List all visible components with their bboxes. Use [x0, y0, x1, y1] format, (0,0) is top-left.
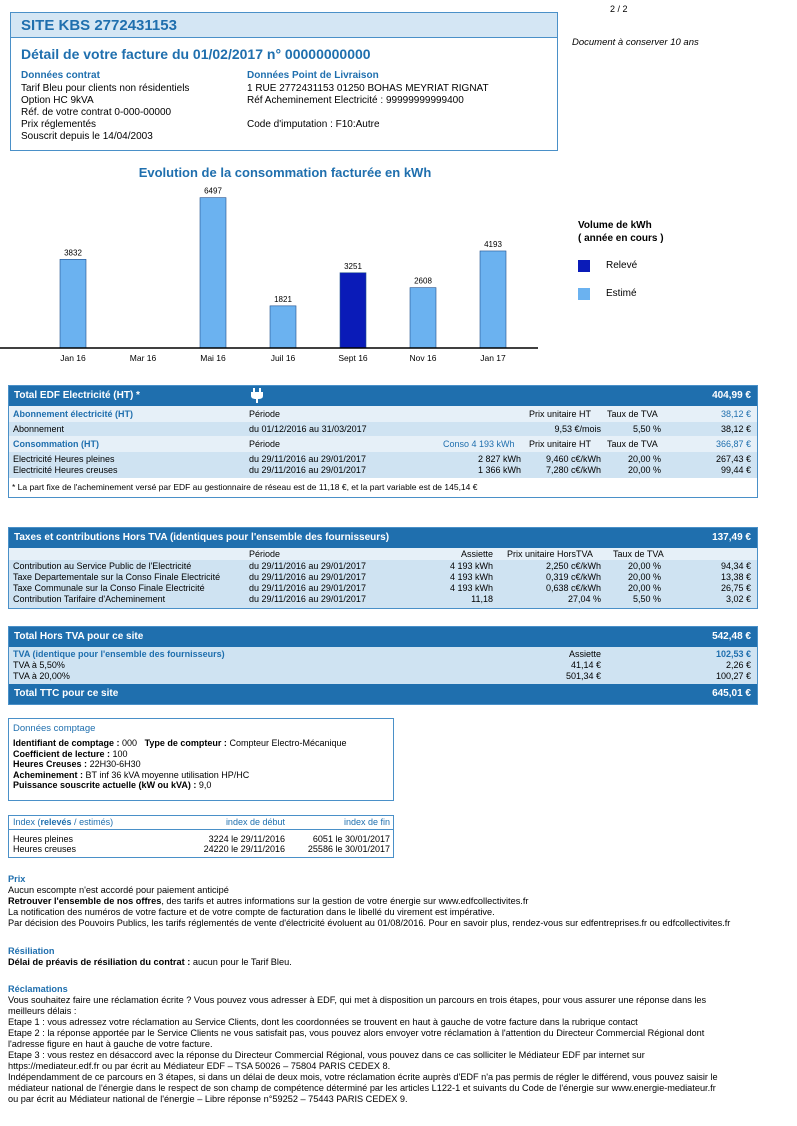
- hc-label: Heures Creuses :: [13, 759, 88, 769]
- row-tva: 20,00 %: [627, 583, 661, 593]
- row-qty: 2 827 kWh: [477, 454, 521, 464]
- site-title-bar: [11, 13, 557, 38]
- taxes-table: [8, 527, 758, 609]
- legend-title-line: Volume de kWh: [578, 220, 652, 231]
- total-ttc-label: Total TTC pour ce site: [14, 688, 119, 699]
- abonnement-row: [9, 422, 757, 436]
- totals-table: [8, 626, 758, 705]
- chart-bar: [340, 273, 366, 348]
- total-edf-amount: 404,99 €: [712, 390, 751, 401]
- index-title-pre: Index (: [13, 817, 41, 827]
- comptage-lines: [13, 738, 347, 791]
- index-title: [13, 817, 113, 827]
- comptage-title: Données comptage: [13, 723, 96, 734]
- reclamations-line: meilleurs délais :: [8, 1006, 77, 1016]
- row-assiette: 4 193 kWh: [449, 561, 493, 571]
- delivery-line: Réf Acheminement Electricité : 99999999999400: [247, 95, 464, 106]
- x-tick-label: Nov 16: [409, 353, 437, 363]
- prix-line: [8, 896, 788, 907]
- table-row: [9, 454, 757, 465]
- consommation-label: Consommation (HT): [13, 439, 99, 449]
- legend-swatch-releve: [578, 260, 590, 272]
- row-prix: 27,04 %: [567, 594, 601, 604]
- row-label: TVA à 20,00%: [13, 671, 70, 681]
- row-period: du 29/11/2016 au 29/01/2017: [249, 583, 366, 593]
- conso-kwh-label: Conso 4 193 kWh: [443, 439, 515, 449]
- periode-label: Période: [249, 409, 281, 419]
- row-period: du 29/11/2016 au 29/01/2017: [249, 594, 366, 604]
- row-prix: 2,250 c€/kWh: [545, 561, 601, 571]
- resiliation-section: [8, 946, 788, 968]
- taxes-title: Taxes et contributions Hors TVA (identiques pour l'ensemble des fournisseurs): [14, 532, 390, 543]
- type-value: Compteur Electro-Mécanique: [229, 738, 347, 748]
- row-fin: 6051 le 30/01/2017: [312, 834, 390, 844]
- x-tick-label: Mai 16: [200, 353, 226, 363]
- table-row: [9, 583, 757, 594]
- row-amount: 38,12 €: [720, 424, 751, 434]
- total-edf-title: Total EDF Electricité (HT) *: [14, 390, 140, 401]
- taxes-rows: [9, 560, 757, 608]
- reclamations-line: Indépendamment de ce parcours en 3 étapes, si dans un délai de deux mois, votre réclamation écrite auprès d'EDF n'a pas permis de régler le différend, vous pouvez saisir le: [8, 1072, 718, 1082]
- row-label: Electricité Heures pleines: [13, 454, 115, 464]
- row-assiette: 4 193 kWh: [449, 572, 493, 582]
- invoice-title: Détail de votre facture du 01/02/2017 n° 00000000000: [21, 46, 371, 62]
- table-row: [9, 660, 757, 671]
- tva-section: [9, 647, 757, 684]
- prix-unitaire-label: Prix unitaire HT: [529, 409, 592, 419]
- row-amount: 2,26 €: [725, 660, 751, 670]
- prix-section: [8, 874, 788, 929]
- footnote: * La part fixe de l'acheminement versé par EDF au gestionnaire de réseau est de 11,18 €, et la part variable est de 145,14 €: [12, 482, 478, 492]
- tva-label: TVA (identique pour l'ensemble des fournisseurs): [13, 649, 225, 659]
- total-ht-header: [9, 627, 757, 647]
- comptage-line: [13, 749, 347, 760]
- row-amount: 99,44 €: [720, 465, 751, 475]
- delivery-line: [247, 107, 489, 119]
- row-label: Abonnement: [13, 424, 65, 434]
- table-row: [9, 671, 757, 682]
- row-debut: 3224 le 29/11/2016: [208, 834, 285, 844]
- row-label: TVA à 5,50%: [13, 660, 65, 670]
- row-period: du 29/11/2016 au 29/01/2017: [249, 465, 366, 475]
- delivery-lines: [247, 83, 489, 131]
- taux-tva-label: Taux de TVA: [607, 409, 658, 419]
- total-edf-table: [8, 385, 758, 498]
- delivery-label: Données Point de Livraison: [247, 70, 379, 81]
- row-debut: 24220 le 29/11/2016: [203, 844, 285, 854]
- contract-line: Prix réglementés: [21, 119, 97, 130]
- index-header: [9, 816, 393, 830]
- chart-bar: [480, 251, 506, 348]
- total-ttc-amount: 645,01 €: [712, 688, 751, 699]
- prix-line: Par décision des Pouvoirs Publics, les tarifs réglementés de vente d'électricité évoluent au 01/08/2016. Pour en savoir plus, rendez-vous sur edfentreprises.fr ou edfcollectivites.fr: [8, 918, 731, 928]
- x-tick-label: Jan 16: [60, 353, 86, 363]
- legend-swatch-estime: [578, 288, 590, 300]
- prix-heading: Prix: [8, 874, 26, 884]
- contract-line: Souscrit depuis le 14/04/2003: [21, 131, 153, 142]
- col-assiette: Assiette: [460, 549, 493, 559]
- delivery-line: Code d'imputation : F10:Autre: [247, 119, 380, 130]
- chart-legend-title: [578, 219, 664, 245]
- total-edf-header: [9, 386, 757, 406]
- row-unit: 9,460 c€/kWh: [545, 454, 601, 464]
- row-period: du 29/11/2016 au 29/01/2017: [249, 561, 366, 571]
- resiliation-label: Délai de préavis de résiliation du contrat :: [8, 957, 191, 967]
- prix-line: Aucun escompte n'est accordé pour paiement anticipé: [8, 885, 229, 895]
- row-tva: 5,50 %: [632, 594, 661, 604]
- row-prix: 0,319 c€/kWh: [545, 572, 601, 582]
- total-ht-label: Total Hors TVA pour ce site: [14, 631, 144, 642]
- col-tva: Taux de TVA: [613, 549, 664, 559]
- page-number: 2 / 2: [610, 4, 628, 14]
- row-period: du 29/11/2016 au 29/01/2017: [249, 572, 366, 582]
- prix-line: La notification des numéros de votre facture et de votre compte de facturation dans le libellé du virement est impérative.: [8, 907, 495, 917]
- reclamations-heading: Réclamations: [8, 984, 68, 994]
- periode-label: Période: [249, 439, 281, 449]
- taux-tva-label: Taux de TVA: [607, 439, 658, 449]
- chart-title: Evolution de la consommation facturée en kWh: [138, 165, 432, 180]
- consumption-chart: [0, 180, 700, 370]
- consommation-rows: [9, 452, 757, 478]
- table-row: [9, 594, 757, 605]
- chart-bar: [200, 198, 226, 348]
- contract-lines: [21, 83, 189, 143]
- row-tva: 20,00 %: [627, 572, 661, 582]
- row-assiette: 4 193 kWh: [449, 583, 493, 593]
- x-tick-label: Mar 16: [129, 353, 157, 363]
- reclamations-line: Vous souhaitez faire une réclamation écrite ? Vous pouvez vous adresser à EDF, qui met à disposition un parcours en trois étapes, pour vous assurer une réponse dans les: [8, 995, 707, 1005]
- row-label: Taxe Communale sur la Conso Finale Electricité: [13, 583, 205, 593]
- tva-header-row: [9, 649, 757, 660]
- bar-value-label: 6497: [204, 186, 222, 196]
- row-amount: 13,38 €: [720, 572, 751, 582]
- index-title-releves: relevés: [40, 817, 72, 827]
- delivery-line: 1 RUE 2772431153 01250 BOHAS MEYRIAT RIGNAT: [247, 83, 489, 94]
- prix-line2-bold: Retrouver l'ensemble de nos offres: [8, 896, 162, 906]
- col-prix: Prix unitaire HorsTVA: [507, 549, 593, 559]
- row-label: Heures creuses: [13, 844, 77, 854]
- row-amount: 100,27 €: [715, 671, 751, 681]
- resiliation-value: aucun pour le Tarif Bleu.: [190, 957, 292, 967]
- bar-value-label: 4193: [484, 239, 502, 249]
- reclamations-line: médiateur national de l'énergie dans le respect de son champ de compétence déterminé par les articles L122-1 et suivants du Code de l'énergie sur www.energie-mediateur.fr: [8, 1083, 716, 1093]
- consommation-total: 366,87 €: [715, 439, 751, 449]
- assiette-label: Assiette: [568, 649, 601, 659]
- row-tva: 20,00 %: [627, 454, 661, 464]
- row-fin: 25586 le 30/01/2017: [307, 844, 390, 854]
- ach-value: BT inf 36 kVA moyenne utilisation HP/HC: [85, 769, 250, 780]
- comptage-line: [13, 759, 347, 770]
- tva-amount: 102,53 €: [715, 649, 751, 659]
- bar-value-label: 3251: [344, 261, 362, 271]
- row-amount: 26,75 €: [720, 583, 751, 593]
- chart-bar: [410, 288, 436, 348]
- x-tick-label: Sept 16: [338, 353, 368, 363]
- index-title-estimes: estimés: [79, 817, 111, 827]
- index-title-sep: /: [71, 817, 80, 827]
- abonnement-label: Abonnement électricité (HT): [13, 409, 134, 419]
- reclamations-section: [8, 984, 788, 1105]
- ach-label: Acheminement :: [13, 769, 84, 780]
- row-label: Contribution au Service Public de l'Electricité: [13, 561, 192, 571]
- table-row: [9, 465, 757, 476]
- puiss-label: Puissance souscrite actuelle (kW ou kVA) :: [13, 780, 197, 790]
- bar-value-label: 2608: [414, 276, 432, 286]
- row-tva: 20,00 %: [627, 561, 661, 571]
- col-periode: Période: [249, 549, 281, 559]
- row-qty: 1 366 kWh: [477, 465, 521, 475]
- prix-unitaire-label: Prix unitaire HT: [529, 439, 592, 449]
- row-tva: 20,00 %: [627, 465, 661, 475]
- contract-line: Tarif Bleu pour clients non résidentiels: [21, 83, 190, 94]
- row-unit: 7,280 c€/kWh: [545, 465, 601, 475]
- table-row: [9, 561, 757, 572]
- row-amount: 267,43 €: [715, 454, 751, 464]
- coef-label: Coefficient de lecture :: [13, 748, 111, 759]
- row-unit: 9,53 €/mois: [554, 424, 601, 434]
- row-assiette: 11,18: [471, 594, 493, 604]
- abonnement-total: 38,12 €: [720, 409, 751, 419]
- row-tva: 5,50 %: [632, 424, 661, 434]
- row-label: Electricité Heures creuses: [13, 465, 118, 475]
- id-label: Identifiant de comptage :: [13, 738, 120, 748]
- reclamations-line: Etape 3 : vous restez en désaccord avec la réponse du Directeur Commercial Régional, vous pouvez dans ce cas solliciter le Médiateur EDF par internet sur: [8, 1050, 645, 1060]
- consommation-section-row: [9, 436, 757, 452]
- total-ht-amount: 542,48 €: [712, 631, 751, 642]
- chart-bar: [270, 306, 296, 348]
- contract-line: Option HC 9kVA: [21, 95, 94, 106]
- contract-line: Réf. de votre contrat 0-000-00000: [21, 107, 172, 118]
- comptage-box: [8, 718, 394, 801]
- reclamations-line: l'adresse figure en haut à gauche de votre facture.: [8, 1039, 213, 1049]
- comptage-line: [13, 780, 347, 791]
- abonnement-section-row: [9, 406, 757, 422]
- legend-label-estime: Estimé: [606, 288, 637, 299]
- taxes-header: [9, 528, 757, 548]
- row-label: Heures pleines: [13, 834, 74, 844]
- row-assiette: 41,14 €: [570, 660, 601, 670]
- row-period: du 01/12/2016 au 31/03/2017: [249, 424, 367, 434]
- taxes-column-headers: [9, 548, 757, 560]
- chart-bar: [60, 259, 86, 348]
- resiliation-line: [8, 957, 788, 968]
- taxes-amount: 137,49 €: [712, 532, 751, 543]
- hc-value: 22H30-6H30: [89, 759, 141, 769]
- row-prix: 0,638 c€/kWh: [545, 583, 601, 593]
- legend-subtitle-line: ( année en cours ): [578, 233, 664, 244]
- puiss-value: 9,0: [198, 780, 212, 790]
- index-col-fin: index de fin: [343, 817, 390, 827]
- index-col-debut: index de début: [225, 817, 285, 827]
- row-period: du 29/11/2016 au 29/01/2017: [249, 454, 366, 464]
- reclamations-line: ou par écrit au Médiateur national de l'énergie – Libre réponse n°59252 – 75443 PARIS CEDEX 9.: [8, 1094, 408, 1104]
- bar-value-label: 1821: [274, 294, 292, 304]
- type-label: Type de compteur :: [144, 738, 227, 748]
- keep-note: Document à conserver 10 ans: [572, 37, 699, 48]
- resiliation-heading: Résiliation: [8, 946, 55, 956]
- comptage-line: [13, 738, 347, 749]
- contract-label: Données contrat: [21, 70, 100, 81]
- x-tick-label: Juil 16: [270, 353, 296, 363]
- bar-value-label: 3832: [64, 248, 82, 258]
- index-title-post: ): [110, 817, 114, 827]
- prix-line2-rest: , des tarifs et autres informations sur la gestion de votre énergie sur www.edfcollectivites.fr: [161, 896, 529, 906]
- comptage-line: [13, 770, 347, 781]
- row-label: Contribution Tarifaire d'Acheminement: [13, 594, 166, 604]
- reclamations-line: https://mediateur.edf.fr ou par écrit au Médiateur EDF – TSA 50026 – 75804 PARIS CEDEX 8.: [8, 1061, 391, 1071]
- row-assiette: 501,34 €: [565, 671, 601, 681]
- total-ttc-header: [9, 684, 757, 704]
- row-amount: 3,02 €: [725, 594, 751, 604]
- site-title: SITE KBS 2772431153: [21, 17, 177, 34]
- reclamations-line: Etape 1 : vous adressez votre réclamation au Service Clients, dont les coordonnées se trouvent en haut à gauche de votre facture dans la rubrique contact: [8, 1017, 638, 1027]
- id-value: 000: [122, 738, 138, 748]
- index-box: [8, 815, 394, 858]
- legend-label-releve: Relevé: [606, 260, 638, 271]
- row-label: Taxe Departementale sur la Conso Finale Electricité: [13, 572, 221, 582]
- row-amount: 94,34 €: [720, 561, 751, 571]
- table-row: [9, 572, 757, 583]
- x-tick-label: Jan 17: [480, 353, 506, 363]
- invoice-header: [10, 12, 558, 151]
- table-row: [9, 844, 393, 855]
- reclamations-line: Etape 2 : la réponse apportée par le Service Clients ne vous satisfait pas, vous pouvez alors envoyer votre réclamation à l'attention du Directeur Commercial Régional dont: [8, 1028, 705, 1038]
- plug-icon: [251, 388, 263, 406]
- coef-value: 100: [112, 748, 128, 759]
